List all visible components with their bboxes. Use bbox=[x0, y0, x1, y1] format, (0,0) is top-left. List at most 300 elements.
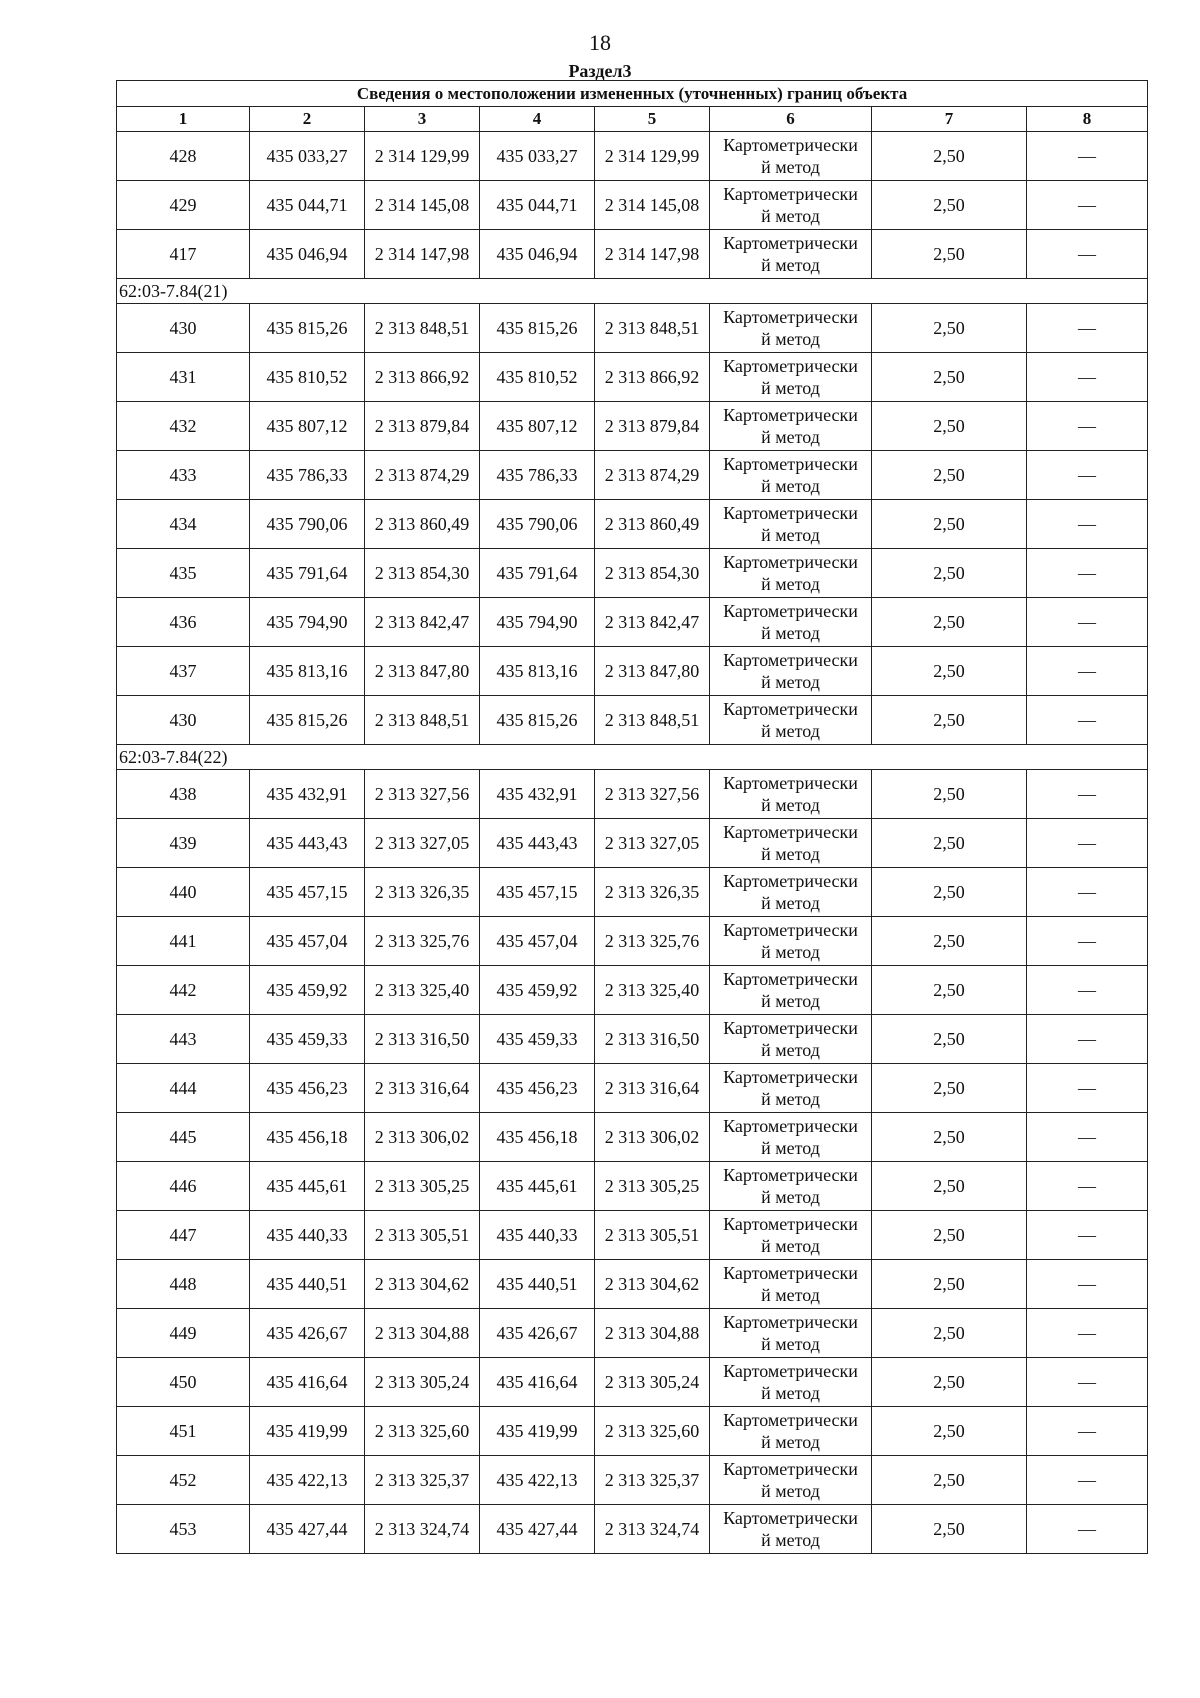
cell-accuracy: 2,50 bbox=[872, 353, 1027, 402]
table-row bbox=[117, 1358, 1148, 1407]
cell-y-old: 2 313 327,56 bbox=[365, 770, 480, 819]
cell-y-old: 2 314 129,99 bbox=[365, 132, 480, 181]
method-line-2: й метод bbox=[761, 672, 820, 692]
cell-accuracy: 2,50 bbox=[872, 1064, 1027, 1113]
method-line-2: й метод bbox=[761, 329, 820, 349]
cell-y-old: 2 314 147,98 bbox=[365, 230, 480, 279]
cell-y-new: 2 313 874,29 bbox=[595, 451, 710, 500]
column-number: 6 bbox=[710, 107, 872, 132]
cell-method bbox=[710, 132, 872, 181]
method-line-1: Картометрически bbox=[723, 1361, 858, 1381]
method-line-1: Картометрически bbox=[723, 773, 858, 793]
table-row bbox=[117, 230, 1148, 279]
cell-x-new: 435 813,16 bbox=[480, 647, 595, 696]
cell-accuracy: 2,50 bbox=[872, 770, 1027, 819]
cell-x-old: 435 459,33 bbox=[250, 1015, 365, 1064]
cell-point-number: 436 bbox=[117, 598, 250, 647]
cell-accuracy: 2,50 bbox=[872, 1015, 1027, 1064]
cell-accuracy: 2,50 bbox=[872, 549, 1027, 598]
cell-y-new: 2 313 842,47 bbox=[595, 598, 710, 647]
cell-x-new: 435 440,51 bbox=[480, 1260, 595, 1309]
group-row bbox=[117, 745, 1148, 770]
cell-point-number: 434 bbox=[117, 500, 250, 549]
method-line-1: Картометрически bbox=[723, 1459, 858, 1479]
cell-accuracy: 2,50 bbox=[872, 819, 1027, 868]
cell-description: — bbox=[1027, 451, 1148, 500]
cell-y-new: 2 314 145,08 bbox=[595, 181, 710, 230]
table-row bbox=[117, 966, 1148, 1015]
coordinates-table bbox=[116, 80, 1148, 1554]
cell-x-new: 435 456,18 bbox=[480, 1113, 595, 1162]
cell-description: — bbox=[1027, 1064, 1148, 1113]
cell-x-old: 435 033,27 bbox=[250, 132, 365, 181]
cell-y-old: 2 313 305,25 bbox=[365, 1162, 480, 1211]
method-line-1: Картометрически bbox=[723, 405, 858, 425]
cell-accuracy: 2,50 bbox=[872, 304, 1027, 353]
cell-method bbox=[710, 1015, 872, 1064]
cell-x-new: 435 791,64 bbox=[480, 549, 595, 598]
method-line-1: Картометрически bbox=[723, 601, 858, 621]
cell-y-old: 2 313 860,49 bbox=[365, 500, 480, 549]
cell-y-old: 2 313 879,84 bbox=[365, 402, 480, 451]
cell-x-old: 435 044,71 bbox=[250, 181, 365, 230]
cell-description: — bbox=[1027, 917, 1148, 966]
cell-y-new: 2 313 324,74 bbox=[595, 1505, 710, 1554]
cell-accuracy: 2,50 bbox=[872, 917, 1027, 966]
method-line-2: й метод bbox=[761, 942, 820, 962]
cell-x-old: 435 794,90 bbox=[250, 598, 365, 647]
table-row bbox=[117, 1407, 1148, 1456]
cell-y-new: 2 313 854,30 bbox=[595, 549, 710, 598]
method-line-2: й метод bbox=[761, 1138, 820, 1158]
cell-x-old: 435 427,44 bbox=[250, 1505, 365, 1554]
method-line-1: Картометрически bbox=[723, 307, 858, 327]
cell-x-old: 435 046,94 bbox=[250, 230, 365, 279]
column-number: 3 bbox=[365, 107, 480, 132]
table-row bbox=[117, 917, 1148, 966]
cell-method bbox=[710, 868, 872, 917]
cell-y-new: 2 313 325,40 bbox=[595, 966, 710, 1015]
cell-y-new: 2 314 129,99 bbox=[595, 132, 710, 181]
cell-method bbox=[710, 230, 872, 279]
table-caption: Сведения о местоположении измененных (уточненных) границ объекта bbox=[117, 81, 1148, 107]
cell-description: — bbox=[1027, 647, 1148, 696]
table-row bbox=[117, 1211, 1148, 1260]
cell-accuracy: 2,50 bbox=[872, 500, 1027, 549]
cell-x-new: 435 810,52 bbox=[480, 353, 595, 402]
cell-method bbox=[710, 770, 872, 819]
method-line-1: Картометрически bbox=[723, 356, 858, 376]
cell-method bbox=[710, 181, 872, 230]
method-line-2: й метод bbox=[761, 1089, 820, 1109]
cell-point-number: 447 bbox=[117, 1211, 250, 1260]
method-line-1: Картометрически bbox=[723, 503, 858, 523]
cell-x-new: 435 426,67 bbox=[480, 1309, 595, 1358]
cell-method bbox=[710, 1162, 872, 1211]
cell-description: — bbox=[1027, 696, 1148, 745]
method-line-1: Картометрически bbox=[723, 1067, 858, 1087]
method-line-1: Картометрически bbox=[723, 1312, 858, 1332]
cell-description: — bbox=[1027, 1211, 1148, 1260]
cell-method bbox=[710, 819, 872, 868]
cell-accuracy: 2,50 bbox=[872, 1113, 1027, 1162]
cell-method bbox=[710, 1358, 872, 1407]
cell-description: — bbox=[1027, 598, 1148, 647]
cell-description: — bbox=[1027, 1456, 1148, 1505]
cell-x-new: 435 033,27 bbox=[480, 132, 595, 181]
cell-x-old: 435 432,91 bbox=[250, 770, 365, 819]
method-line-2: й метод bbox=[761, 476, 820, 496]
table-row bbox=[117, 868, 1148, 917]
cell-point-number: 437 bbox=[117, 647, 250, 696]
page-number: 18 bbox=[589, 30, 611, 55]
method-line-2: й метод bbox=[761, 844, 820, 864]
cell-y-new: 2 313 847,80 bbox=[595, 647, 710, 696]
cell-y-new: 2 313 866,92 bbox=[595, 353, 710, 402]
cell-y-new: 2 313 879,84 bbox=[595, 402, 710, 451]
cell-x-old: 435 807,12 bbox=[250, 402, 365, 451]
cell-accuracy: 2,50 bbox=[872, 647, 1027, 696]
cell-method bbox=[710, 353, 872, 402]
cell-x-old: 435 815,26 bbox=[250, 304, 365, 353]
column-number: 8 bbox=[1027, 107, 1148, 132]
cell-y-old: 2 313 304,88 bbox=[365, 1309, 480, 1358]
group-label: 62:03-7.84(22) bbox=[117, 745, 1148, 770]
cell-point-number: 440 bbox=[117, 868, 250, 917]
cell-y-old: 2 313 866,92 bbox=[365, 353, 480, 402]
cell-accuracy: 2,50 bbox=[872, 1211, 1027, 1260]
cell-y-old: 2 313 325,37 bbox=[365, 1456, 480, 1505]
method-line-1: Картометрически bbox=[723, 920, 858, 940]
cell-point-number: 442 bbox=[117, 966, 250, 1015]
cell-description: — bbox=[1027, 230, 1148, 279]
cell-y-new: 2 313 306,02 bbox=[595, 1113, 710, 1162]
method-line-2: й метод bbox=[761, 574, 820, 594]
method-line-2: й метод bbox=[761, 378, 820, 398]
method-line-1: Картометрически bbox=[723, 969, 858, 989]
cell-point-number: 435 bbox=[117, 549, 250, 598]
cell-x-old: 435 459,92 bbox=[250, 966, 365, 1015]
cell-method bbox=[710, 1456, 872, 1505]
cell-description: — bbox=[1027, 1162, 1148, 1211]
table-row bbox=[117, 1015, 1148, 1064]
cell-y-new: 2 313 848,51 bbox=[595, 696, 710, 745]
cell-point-number: 449 bbox=[117, 1309, 250, 1358]
cell-point-number: 430 bbox=[117, 304, 250, 353]
cell-y-old: 2 313 304,62 bbox=[365, 1260, 480, 1309]
cell-point-number: 428 bbox=[117, 132, 250, 181]
cell-accuracy: 2,50 bbox=[872, 402, 1027, 451]
table-body bbox=[117, 132, 1148, 1554]
cell-x-old: 435 790,06 bbox=[250, 500, 365, 549]
cell-point-number: 433 bbox=[117, 451, 250, 500]
cell-x-old: 435 456,23 bbox=[250, 1064, 365, 1113]
cell-point-number: 448 bbox=[117, 1260, 250, 1309]
cell-y-new: 2 313 325,37 bbox=[595, 1456, 710, 1505]
method-line-2: й метод bbox=[761, 427, 820, 447]
cell-y-new: 2 313 325,76 bbox=[595, 917, 710, 966]
cell-description: — bbox=[1027, 353, 1148, 402]
method-line-2: й метод bbox=[761, 1334, 820, 1354]
cell-accuracy: 2,50 bbox=[872, 1358, 1027, 1407]
cell-method bbox=[710, 402, 872, 451]
method-line-1: Картометрически bbox=[723, 1263, 858, 1283]
cell-method bbox=[710, 1407, 872, 1456]
method-line-2: й метод bbox=[761, 1383, 820, 1403]
cell-description: — bbox=[1027, 304, 1148, 353]
cell-point-number: 439 bbox=[117, 819, 250, 868]
method-line-2: й метод bbox=[761, 991, 820, 1011]
cell-accuracy: 2,50 bbox=[872, 132, 1027, 181]
cell-y-new: 2 313 316,50 bbox=[595, 1015, 710, 1064]
cell-y-old: 2 313 327,05 bbox=[365, 819, 480, 868]
cell-x-new: 435 456,23 bbox=[480, 1064, 595, 1113]
group-row bbox=[117, 279, 1148, 304]
method-line-1: Картометрически bbox=[723, 1214, 858, 1234]
cell-x-new: 435 046,94 bbox=[480, 230, 595, 279]
cell-point-number: 451 bbox=[117, 1407, 250, 1456]
cell-point-number: 445 bbox=[117, 1113, 250, 1162]
cell-y-old: 2 313 305,51 bbox=[365, 1211, 480, 1260]
cell-point-number: 446 bbox=[117, 1162, 250, 1211]
cell-y-new: 2 313 327,56 bbox=[595, 770, 710, 819]
cell-x-old: 435 419,99 bbox=[250, 1407, 365, 1456]
cell-method bbox=[710, 549, 872, 598]
cell-description: — bbox=[1027, 500, 1148, 549]
column-number: 7 bbox=[872, 107, 1027, 132]
cell-x-old: 435 445,61 bbox=[250, 1162, 365, 1211]
table-row bbox=[117, 598, 1148, 647]
cell-y-old: 2 313 854,30 bbox=[365, 549, 480, 598]
cell-y-new: 2 313 326,35 bbox=[595, 868, 710, 917]
method-line-1: Картометрически bbox=[723, 454, 858, 474]
method-line-2: й метод bbox=[761, 623, 820, 643]
table-row bbox=[117, 402, 1148, 451]
cell-x-new: 435 445,61 bbox=[480, 1162, 595, 1211]
cell-accuracy: 2,50 bbox=[872, 451, 1027, 500]
method-line-2: й метод bbox=[761, 1040, 820, 1060]
cell-x-old: 435 810,52 bbox=[250, 353, 365, 402]
cell-point-number: 429 bbox=[117, 181, 250, 230]
cell-accuracy: 2,50 bbox=[872, 181, 1027, 230]
cell-y-new: 2 313 325,60 bbox=[595, 1407, 710, 1456]
cell-point-number: 430 bbox=[117, 696, 250, 745]
column-number-row bbox=[117, 107, 1148, 132]
cell-description: — bbox=[1027, 1260, 1148, 1309]
cell-x-new: 435 459,92 bbox=[480, 966, 595, 1015]
method-line-2: й метод bbox=[761, 795, 820, 815]
cell-accuracy: 2,50 bbox=[872, 230, 1027, 279]
cell-method bbox=[710, 966, 872, 1015]
table-row bbox=[117, 770, 1148, 819]
cell-x-new: 435 807,12 bbox=[480, 402, 595, 451]
cell-description: — bbox=[1027, 1309, 1148, 1358]
table-row bbox=[117, 1064, 1148, 1113]
table-row bbox=[117, 1260, 1148, 1309]
cell-x-new: 435 790,06 bbox=[480, 500, 595, 549]
cell-y-old: 2 313 316,50 bbox=[365, 1015, 480, 1064]
cell-y-new: 2 313 304,62 bbox=[595, 1260, 710, 1309]
cell-x-new: 435 786,33 bbox=[480, 451, 595, 500]
cell-y-new: 2 313 860,49 bbox=[595, 500, 710, 549]
cell-method bbox=[710, 1260, 872, 1309]
cell-description: — bbox=[1027, 868, 1148, 917]
cell-x-old: 435 786,33 bbox=[250, 451, 365, 500]
method-line-2: й метод bbox=[761, 255, 820, 275]
cell-y-old: 2 313 847,80 bbox=[365, 647, 480, 696]
method-line-2: й метод bbox=[761, 1432, 820, 1452]
cell-y-new: 2 313 848,51 bbox=[595, 304, 710, 353]
cell-x-old: 435 457,15 bbox=[250, 868, 365, 917]
method-line-2: й метод bbox=[761, 206, 820, 226]
method-line-2: й метод bbox=[761, 893, 820, 913]
cell-y-new: 2 314 147,98 bbox=[595, 230, 710, 279]
cell-x-new: 435 044,71 bbox=[480, 181, 595, 230]
column-number: 1 bbox=[117, 107, 250, 132]
cell-accuracy: 2,50 bbox=[872, 696, 1027, 745]
method-line-1: Картометрически bbox=[723, 1508, 858, 1528]
cell-x-old: 435 815,26 bbox=[250, 696, 365, 745]
cell-x-new: 435 432,91 bbox=[480, 770, 595, 819]
method-line-1: Картометрически bbox=[723, 1410, 858, 1430]
method-line-1: Картометрически bbox=[723, 552, 858, 572]
method-line-2: й метод bbox=[761, 1481, 820, 1501]
cell-accuracy: 2,50 bbox=[872, 1309, 1027, 1358]
method-line-2: й метод bbox=[761, 525, 820, 545]
cell-method bbox=[710, 1309, 872, 1358]
method-line-2: й метод bbox=[761, 721, 820, 741]
cell-x-new: 435 457,15 bbox=[480, 868, 595, 917]
cell-description: — bbox=[1027, 819, 1148, 868]
cell-accuracy: 2,50 bbox=[872, 1505, 1027, 1554]
method-line-1: Картометрически bbox=[723, 822, 858, 842]
table-row bbox=[117, 304, 1148, 353]
cell-y-old: 2 313 326,35 bbox=[365, 868, 480, 917]
cell-point-number: 450 bbox=[117, 1358, 250, 1407]
cell-y-old: 2 313 324,74 bbox=[365, 1505, 480, 1554]
cell-point-number: 443 bbox=[117, 1015, 250, 1064]
cell-y-new: 2 313 305,24 bbox=[595, 1358, 710, 1407]
cell-x-old: 435 440,51 bbox=[250, 1260, 365, 1309]
cell-x-new: 435 440,33 bbox=[480, 1211, 595, 1260]
cell-x-old: 435 457,04 bbox=[250, 917, 365, 966]
cell-accuracy: 2,50 bbox=[872, 598, 1027, 647]
cell-y-old: 2 313 316,64 bbox=[365, 1064, 480, 1113]
table-row bbox=[117, 181, 1148, 230]
table-row bbox=[117, 549, 1148, 598]
column-number: 4 bbox=[480, 107, 595, 132]
cell-accuracy: 2,50 bbox=[872, 868, 1027, 917]
cell-x-new: 435 794,90 bbox=[480, 598, 595, 647]
cell-y-new: 2 313 305,25 bbox=[595, 1162, 710, 1211]
cell-description: — bbox=[1027, 1407, 1148, 1456]
cell-x-old: 435 791,64 bbox=[250, 549, 365, 598]
method-line-1: Картометрически bbox=[723, 1116, 858, 1136]
table-row bbox=[117, 353, 1148, 402]
method-line-1: Картометрически bbox=[723, 184, 858, 204]
cell-x-new: 435 457,04 bbox=[480, 917, 595, 966]
cell-point-number: 438 bbox=[117, 770, 250, 819]
cell-x-new: 435 419,99 bbox=[480, 1407, 595, 1456]
cell-x-old: 435 456,18 bbox=[250, 1113, 365, 1162]
cell-x-new: 435 427,44 bbox=[480, 1505, 595, 1554]
method-line-1: Картометрически bbox=[723, 135, 858, 155]
cell-point-number: 441 bbox=[117, 917, 250, 966]
cell-point-number: 444 bbox=[117, 1064, 250, 1113]
cell-x-old: 435 422,13 bbox=[250, 1456, 365, 1505]
cell-y-old: 2 313 842,47 bbox=[365, 598, 480, 647]
table-row bbox=[117, 1113, 1148, 1162]
cell-method bbox=[710, 647, 872, 696]
cell-accuracy: 2,50 bbox=[872, 1407, 1027, 1456]
cell-accuracy: 2,50 bbox=[872, 1260, 1027, 1309]
method-line-1: Картометрически bbox=[723, 1165, 858, 1185]
cell-y-new: 2 313 327,05 bbox=[595, 819, 710, 868]
cell-method bbox=[710, 451, 872, 500]
table-row bbox=[117, 819, 1148, 868]
section-title: Раздел3 bbox=[568, 61, 632, 81]
cell-method bbox=[710, 598, 872, 647]
cell-description: — bbox=[1027, 1015, 1148, 1064]
table-row bbox=[117, 1309, 1148, 1358]
column-number: 2 bbox=[250, 107, 365, 132]
table-row bbox=[117, 1505, 1148, 1554]
cell-y-old: 2 313 325,40 bbox=[365, 966, 480, 1015]
method-line-1: Картометрически bbox=[723, 1018, 858, 1038]
cell-point-number: 417 bbox=[117, 230, 250, 279]
cell-point-number: 453 bbox=[117, 1505, 250, 1554]
table-row bbox=[117, 132, 1148, 181]
cell-x-old: 435 440,33 bbox=[250, 1211, 365, 1260]
cell-y-old: 2 313 305,24 bbox=[365, 1358, 480, 1407]
method-line-2: й метод bbox=[761, 1187, 820, 1207]
cell-x-old: 435 813,16 bbox=[250, 647, 365, 696]
cell-point-number: 431 bbox=[117, 353, 250, 402]
cell-y-old: 2 314 145,08 bbox=[365, 181, 480, 230]
cell-x-new: 435 422,13 bbox=[480, 1456, 595, 1505]
cell-y-new: 2 313 316,64 bbox=[595, 1064, 710, 1113]
cell-y-old: 2 313 874,29 bbox=[365, 451, 480, 500]
method-line-1: Картометрически bbox=[723, 699, 858, 719]
cell-accuracy: 2,50 bbox=[872, 1456, 1027, 1505]
cell-description: — bbox=[1027, 181, 1148, 230]
cell-method bbox=[710, 1113, 872, 1162]
cell-method bbox=[710, 696, 872, 745]
cell-method bbox=[710, 917, 872, 966]
cell-accuracy: 2,50 bbox=[872, 966, 1027, 1015]
method-line-1: Картометрически bbox=[723, 871, 858, 891]
cell-method bbox=[710, 304, 872, 353]
cell-description: — bbox=[1027, 402, 1148, 451]
cell-description: — bbox=[1027, 1358, 1148, 1407]
cell-method bbox=[710, 500, 872, 549]
cell-description: — bbox=[1027, 966, 1148, 1015]
method-line-2: й метод bbox=[761, 1530, 820, 1550]
cell-y-old: 2 313 306,02 bbox=[365, 1113, 480, 1162]
cell-x-new: 435 459,33 bbox=[480, 1015, 595, 1064]
cell-method bbox=[710, 1505, 872, 1554]
cell-description: — bbox=[1027, 1113, 1148, 1162]
cell-description: — bbox=[1027, 132, 1148, 181]
group-label: 62:03-7.84(21) bbox=[117, 279, 1148, 304]
cell-x-new: 435 416,64 bbox=[480, 1358, 595, 1407]
method-line-2: й метод bbox=[761, 157, 820, 177]
cell-y-old: 2 313 325,60 bbox=[365, 1407, 480, 1456]
cell-y-old: 2 313 325,76 bbox=[365, 917, 480, 966]
cell-x-new: 435 815,26 bbox=[480, 304, 595, 353]
cell-y-old: 2 313 848,51 bbox=[365, 696, 480, 745]
cell-x-old: 435 416,64 bbox=[250, 1358, 365, 1407]
